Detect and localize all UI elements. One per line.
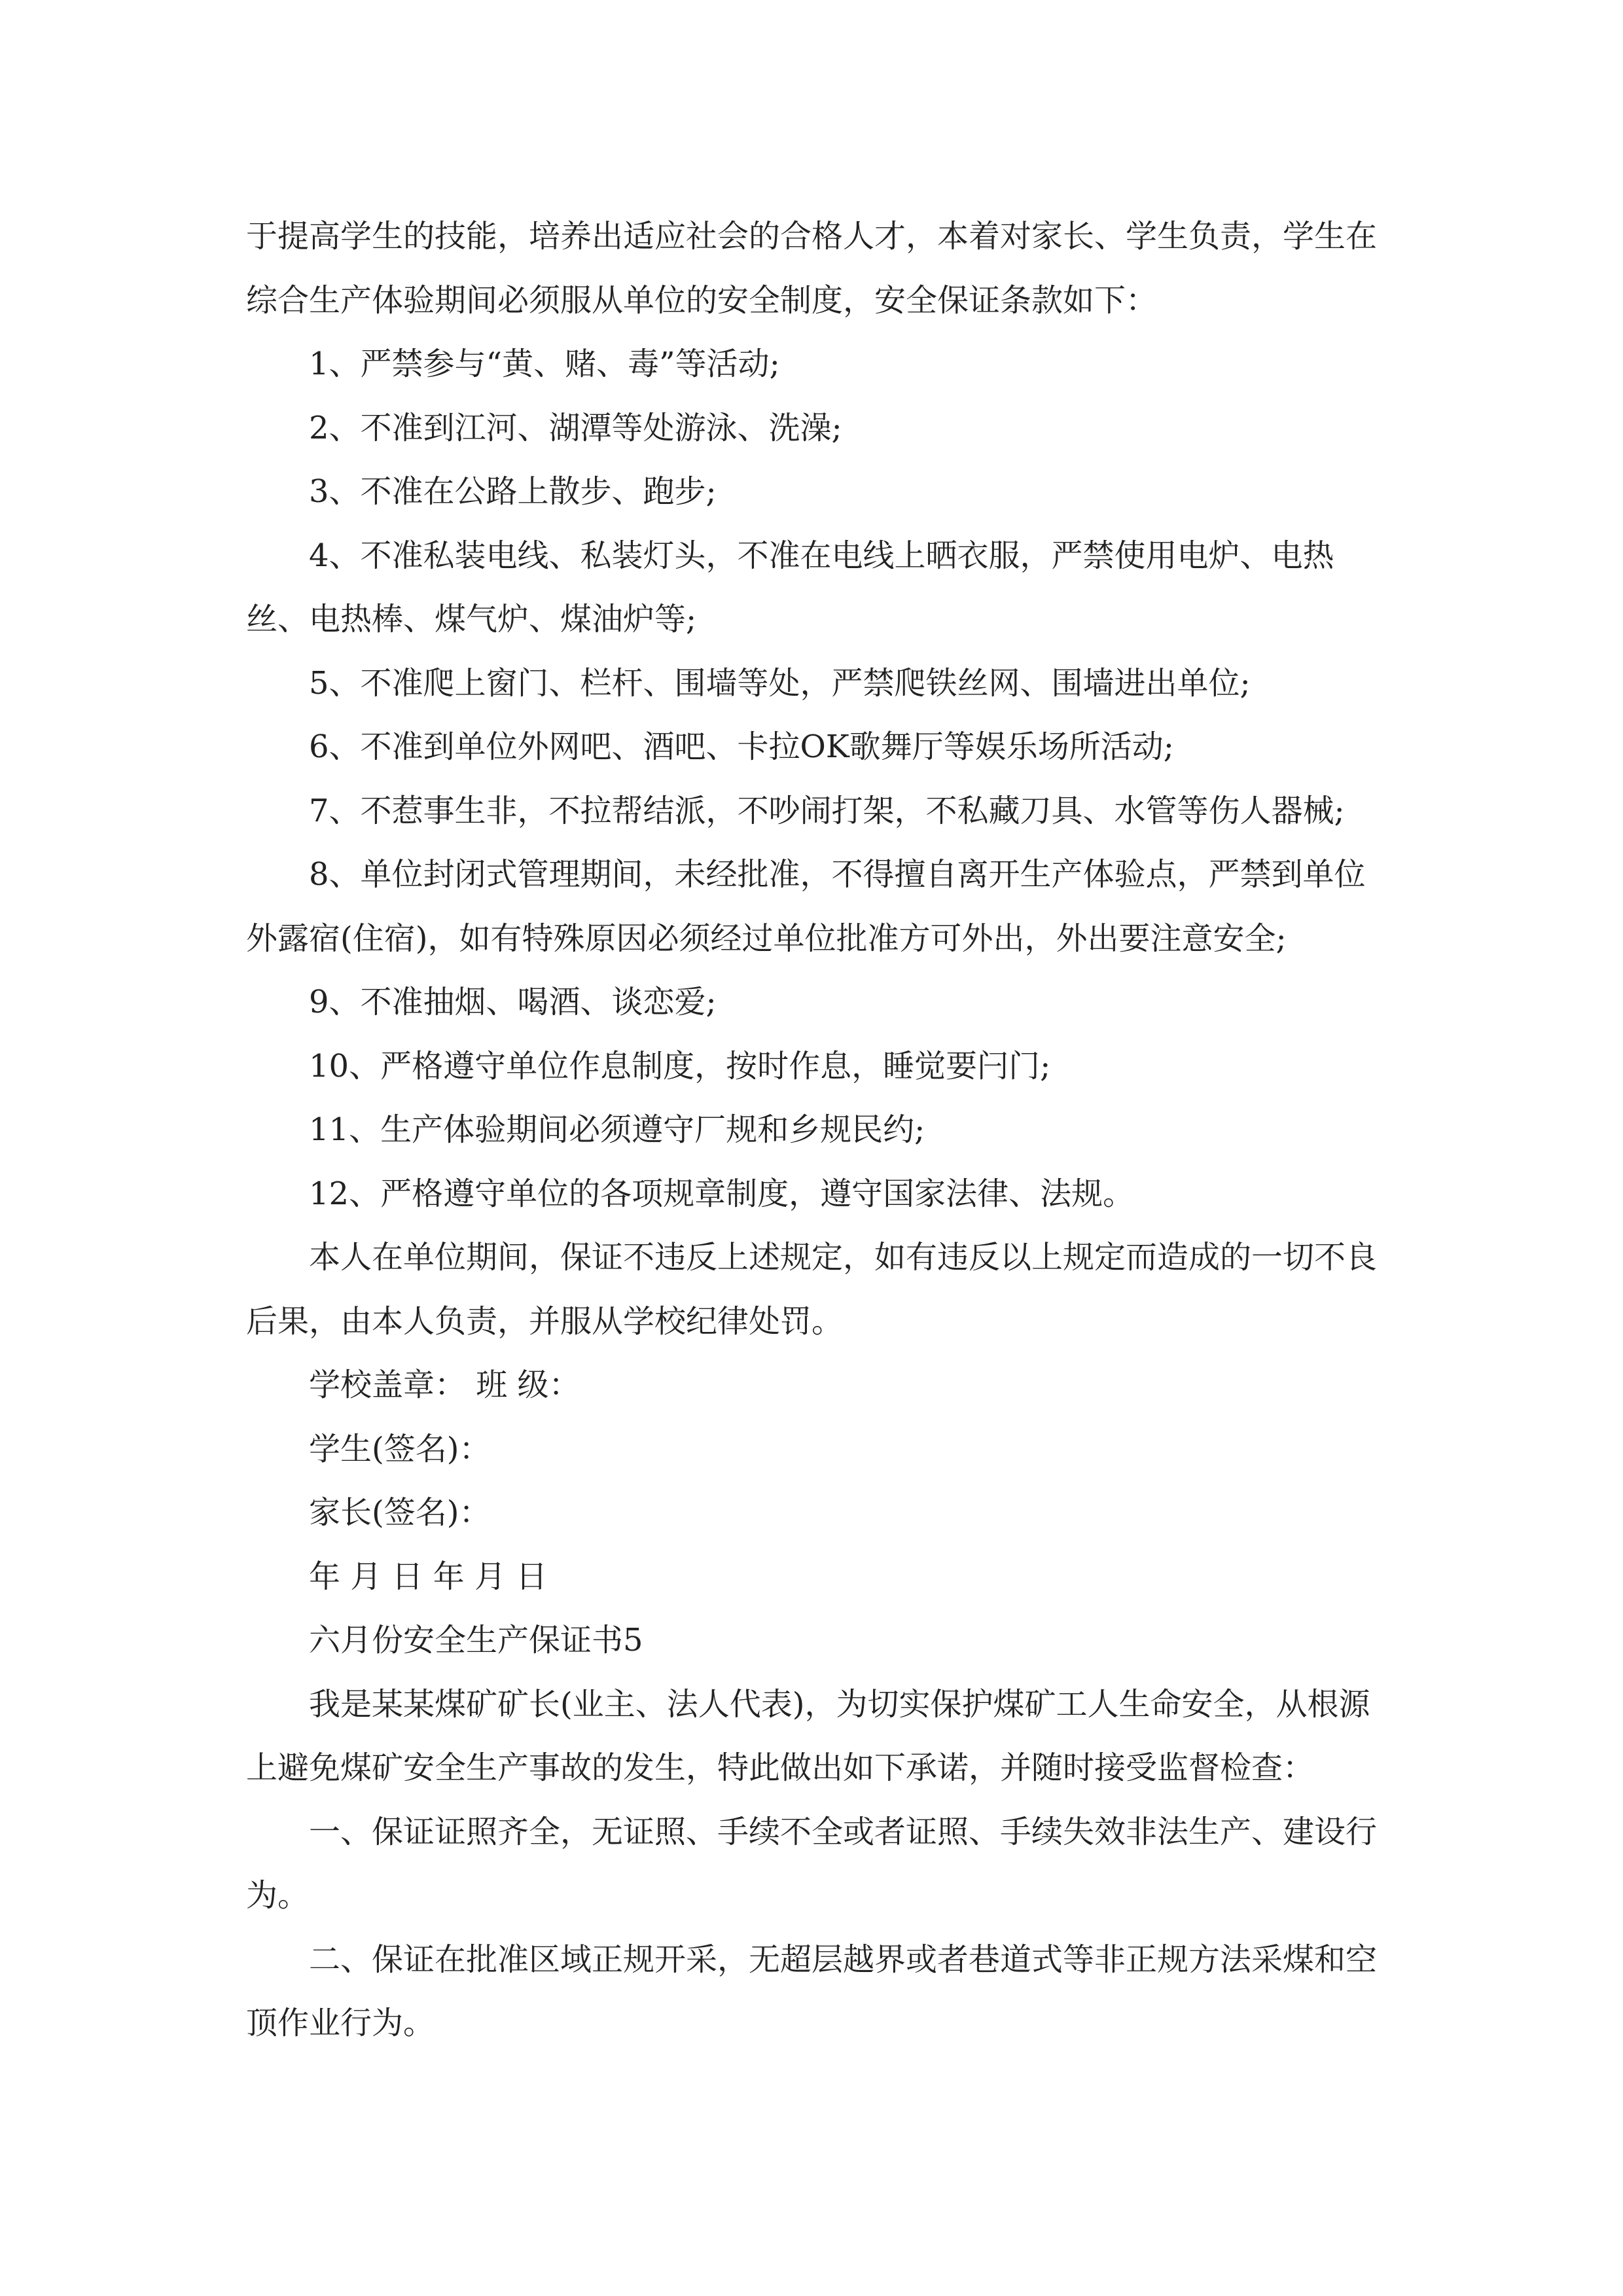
signature-date: 年 月 日 年 月 日 xyxy=(309,1558,548,1595)
paragraph-rule-11: 11、生产体验期间必须遵守厂规和乡规民约; xyxy=(309,1111,925,1148)
document-body xyxy=(246,205,1377,2056)
signature-parent: 家长(签名)： xyxy=(309,1494,491,1531)
paragraph-commitment-1: 一、保证证照齐全，无证照、手续不全或者证照、手续失效非法生产、建设行为。 xyxy=(246,1813,1378,1914)
paragraph-rule-2: 2、不准到江河、湖潭等处游泳、洗澡; xyxy=(309,409,842,446)
paragraph-rule-12: 12、严格遵守单位的各项规章制度，遵守国家法律、法规。 xyxy=(309,1175,1135,1212)
paragraph-rule-3: 3、不准在公路上散步、跑步; xyxy=(309,473,717,510)
paragraph-intro: 于提高学生的技能，培养出适应社会的合格人才，本着对家长、学生负责，学生在综合生产体验期间必须服从单位的安全制度，安全保证条款如下： xyxy=(246,218,1378,319)
paragraph-rule-4: 4、不准私装电线、私装灯头，不准在电线上晒衣服，严禁使用电炉、电热丝、电热棒、煤气炉、煤油炉等; xyxy=(246,537,1334,637)
paragraph-pledge: 本人在单位期间，保证不违反上述规定，如有违反以上规定而造成的一切不良后果，由本人负责，并服从学校纪律处罚。 xyxy=(246,1239,1378,1340)
paragraph-rule-5: 5、不准爬上窗门、栏杆、围墙等处，严禁爬铁丝网、围墙进出单位; xyxy=(309,664,1251,702)
paragraph-rule-7: 7、不惹事生非，不拉帮结派，不吵闹打架，不私藏刀具、水管等伤人器械; xyxy=(309,792,1345,829)
section-title: 六月份安全生产保证书5 xyxy=(309,1622,643,1659)
signature-student: 学生(签名)： xyxy=(309,1430,491,1467)
paragraph-rule-10: 10、严格遵守单位作息制度，按时作息，睡觉要闩门; xyxy=(309,1047,1051,1085)
paragraph-rule-8: 8、单位封闭式管理期间，未经批准，不得擅自离开生产体验点，严禁到单位外露宿(住宿)，如有特殊原因必须经过单位批准方可外出，外出要注意安全; xyxy=(246,856,1366,957)
paragraph-rule-9: 9、不准抽烟、喝酒、谈恋爱; xyxy=(309,984,717,1020)
paragraph-mine-intro: 我是某某煤矿矿长(业主、法人代表)，为切实保护煤矿工人生命安全，从根源上避免煤矿安全生产事故的发生，特此做出如下承诺，并随时接受监督检查： xyxy=(246,1685,1370,1786)
paragraph-commitment-2: 二、保证在批准区域正规开采，无超层越界或者巷道式等非正规方法采煤和空顶作业行为。 xyxy=(246,1941,1378,2041)
paragraph-rule-6: 6、不准到单位外网吧、酒吧、卡拉OK歌舞厅等娱乐场所活动; xyxy=(309,728,1174,765)
signature-school-class: 学校盖章： 班 级： xyxy=(309,1367,580,1403)
paragraph-rule-1: 1、严禁参与“黄、赌、毒”等活动; xyxy=(309,346,780,382)
